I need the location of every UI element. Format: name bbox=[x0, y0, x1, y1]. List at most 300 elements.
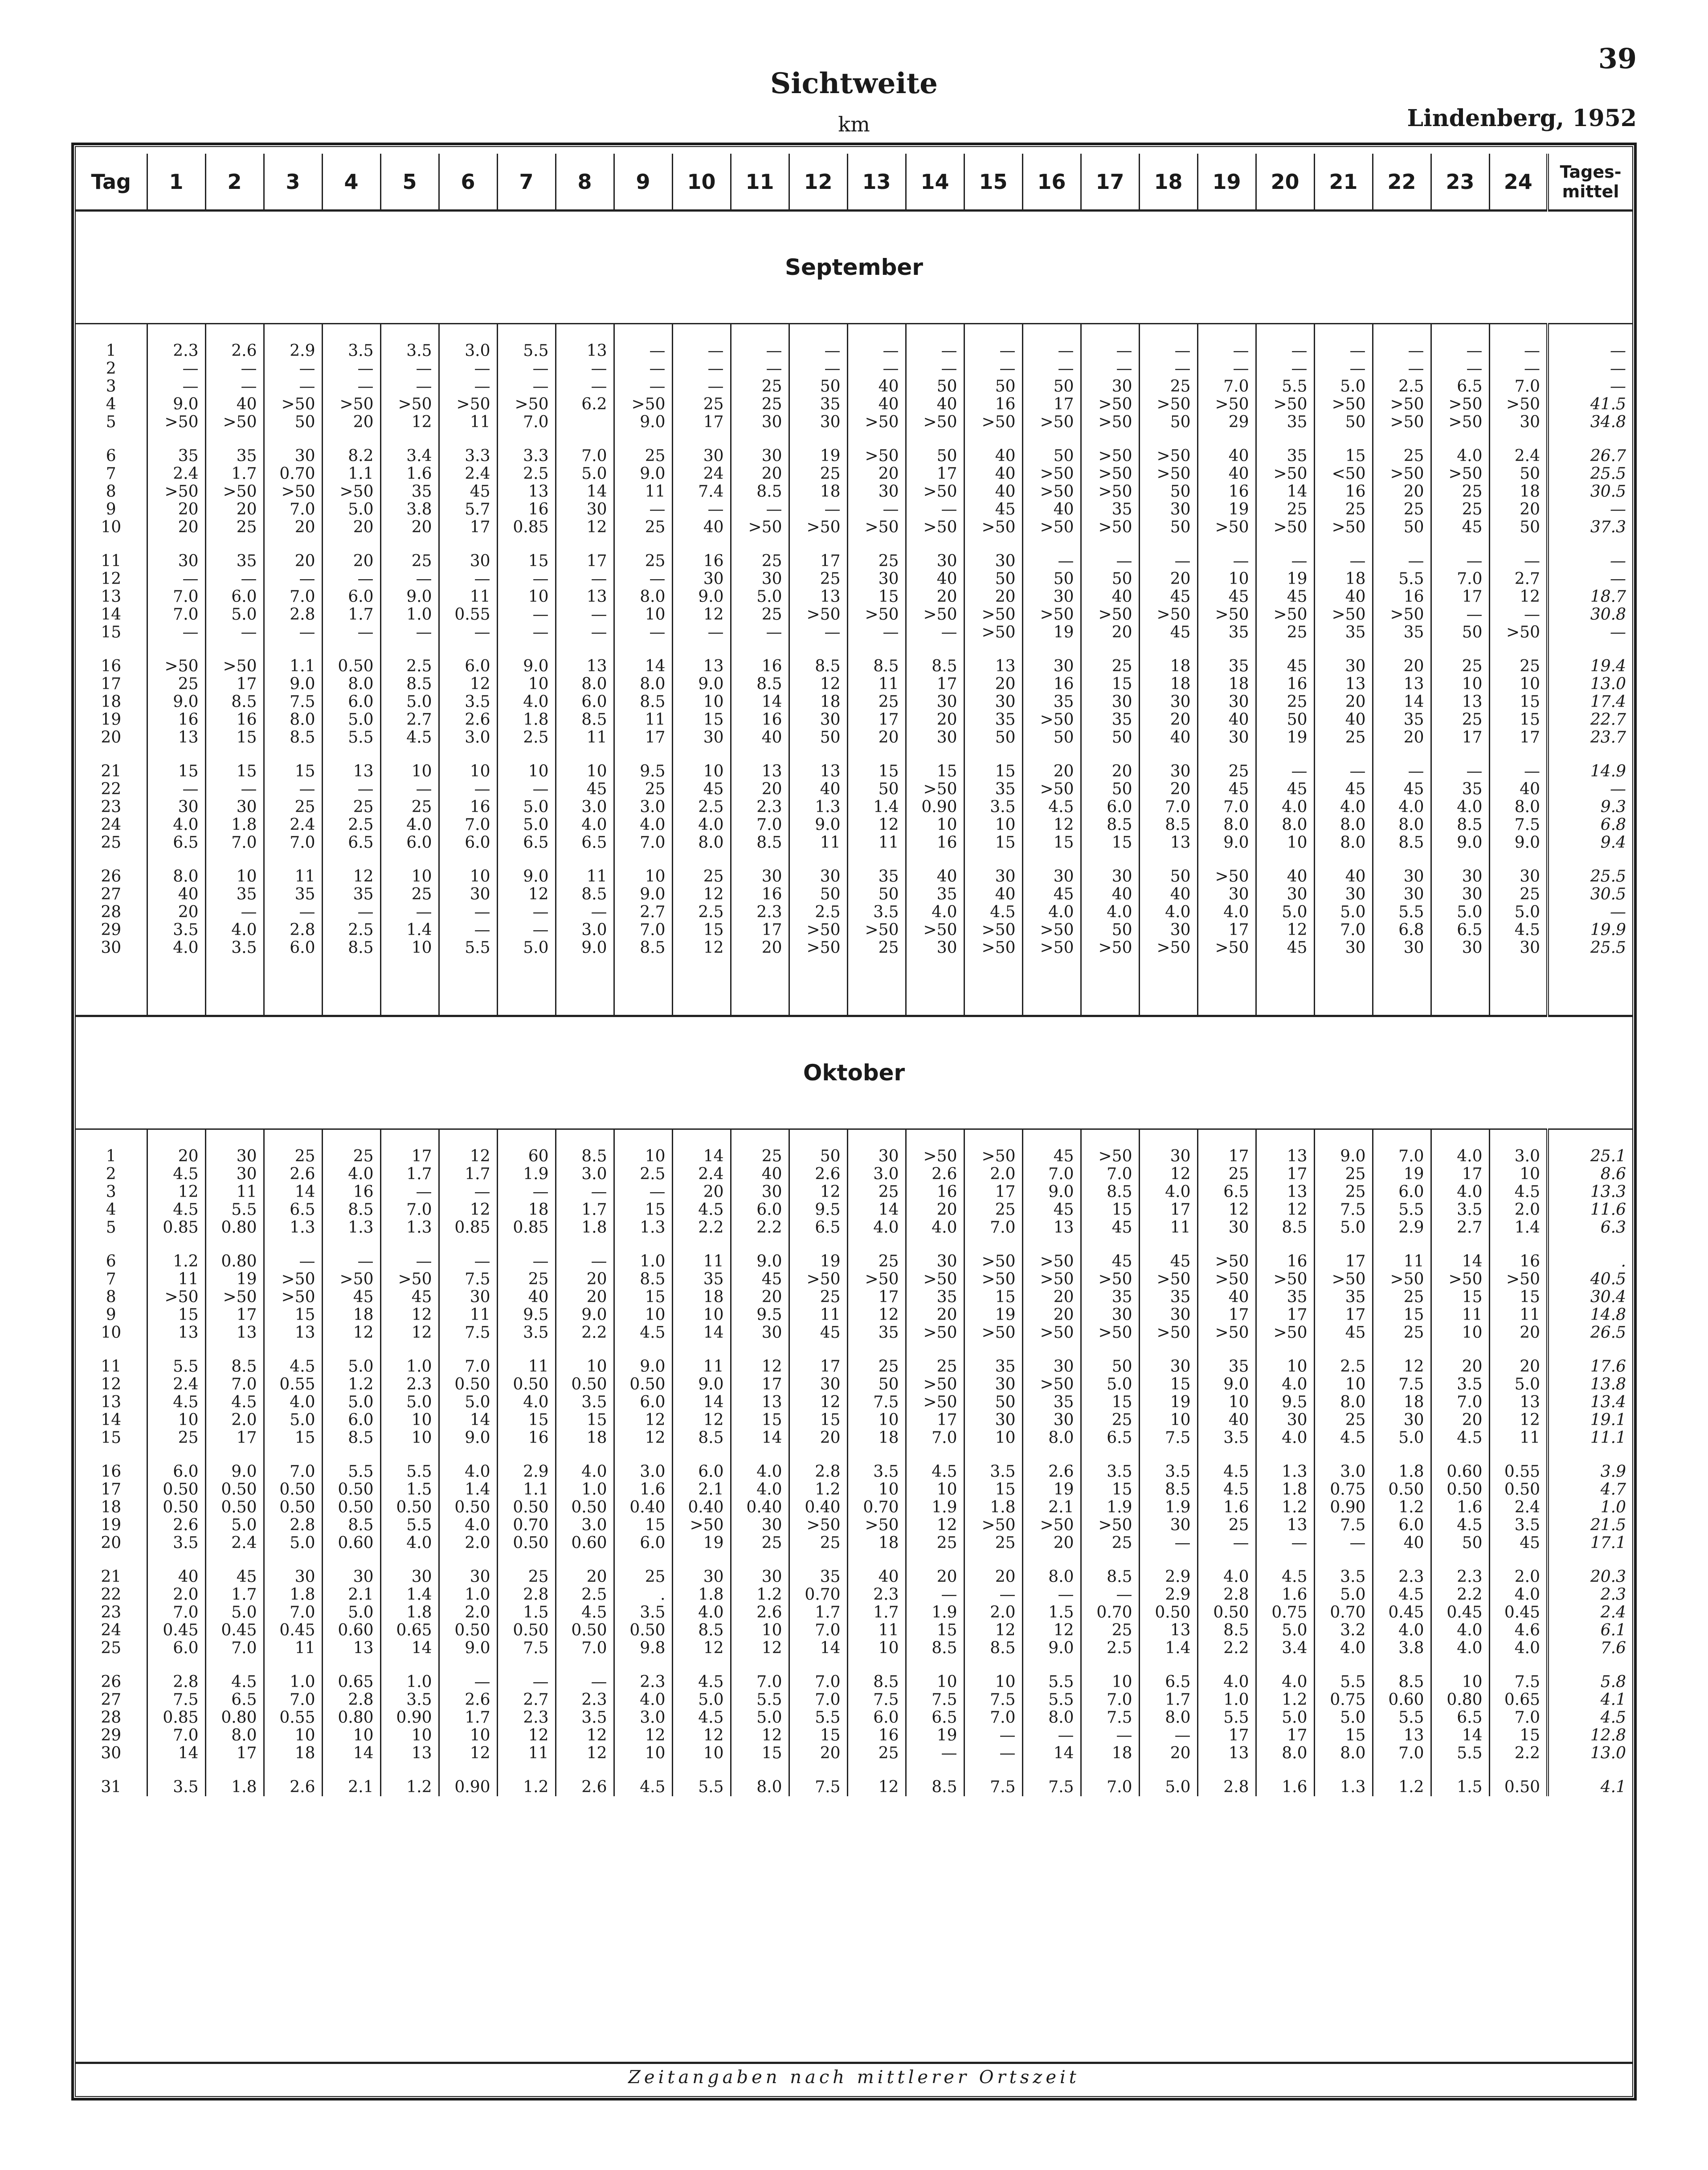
visibility-value: 35 bbox=[1022, 1394, 1081, 1411]
visibility-value: 2.9 bbox=[497, 1463, 556, 1481]
visibility-value: 25 bbox=[264, 1148, 322, 1165]
spacer-cell bbox=[380, 1342, 439, 1358]
visibility-value: 20 bbox=[847, 729, 906, 747]
visibility-value: 50 bbox=[1081, 781, 1139, 798]
visibility-value: 2.3 bbox=[497, 1709, 556, 1727]
visibility-value: 40 bbox=[147, 886, 205, 903]
visibility-value: 0.90 bbox=[380, 1709, 439, 1727]
spacer-cell bbox=[1373, 1342, 1431, 1358]
day-number: 6 bbox=[106, 1253, 116, 1271]
visibility-value: 7.0 bbox=[205, 1639, 264, 1657]
visibility-value: — bbox=[614, 1183, 672, 1201]
visibility-value: 3.8 bbox=[380, 501, 439, 519]
visibility-value: >50 bbox=[205, 483, 264, 501]
visibility-value: 7.0 bbox=[731, 816, 789, 834]
visibility-value: 18 bbox=[789, 483, 847, 501]
visibility-value: — bbox=[847, 624, 906, 642]
table-row bbox=[76, 1376, 1632, 1394]
spacer-cell bbox=[1548, 1762, 1632, 1778]
spacer-cell bbox=[731, 1237, 789, 1253]
visibility-value: 19 bbox=[1256, 729, 1314, 747]
visibility-value: 10 bbox=[847, 1639, 906, 1657]
visibility-value: 40 bbox=[847, 396, 906, 413]
visibility-value: 0.70 bbox=[497, 1516, 556, 1534]
table-row bbox=[76, 342, 1632, 360]
visibility-value: 20 bbox=[731, 939, 789, 957]
visibility-value: >50 bbox=[964, 921, 1022, 939]
visibility-value: 2.4 bbox=[1489, 1499, 1548, 1516]
spacer-cell bbox=[672, 747, 731, 763]
visibility-value: 9.0 bbox=[264, 675, 322, 693]
visibility-value: 30 bbox=[1139, 763, 1197, 781]
visibility-value: 0.90 bbox=[1314, 1499, 1373, 1516]
spacer-cell bbox=[906, 1129, 964, 1148]
visibility-value: 45 bbox=[1256, 939, 1314, 957]
visibility-value: 17 bbox=[847, 711, 906, 729]
table-row bbox=[76, 921, 1632, 939]
spacer-cell bbox=[964, 431, 1022, 447]
visibility-value: 45 bbox=[1197, 781, 1256, 798]
visibility-value: >50 bbox=[1197, 606, 1256, 624]
visibility-value: 1.2 bbox=[147, 1253, 205, 1271]
visibility-value: 4.5 bbox=[205, 1394, 264, 1411]
spacer-cell bbox=[1197, 642, 1256, 658]
visibility-value: 17 bbox=[847, 1288, 906, 1306]
visibility-value: — bbox=[380, 624, 439, 642]
spacer-cell bbox=[1489, 642, 1548, 658]
table-row bbox=[76, 1253, 1632, 1271]
visibility-value: 8.0 bbox=[614, 675, 672, 693]
spacer-cell bbox=[1022, 431, 1081, 447]
day-number: 17 bbox=[101, 1481, 122, 1499]
visibility-value: 11 bbox=[264, 868, 322, 886]
day-number: 20 bbox=[101, 1534, 122, 1552]
visibility-value: 5.0 bbox=[1373, 1429, 1431, 1447]
daily-mean-value: 40.5 bbox=[1548, 1271, 1632, 1288]
spacer-cell bbox=[1197, 431, 1256, 447]
visibility-value: 4.0 bbox=[731, 1481, 789, 1499]
visibility-value: — bbox=[1139, 1534, 1197, 1552]
visibility-value: 12 bbox=[672, 886, 731, 903]
visibility-value: 8.5 bbox=[614, 939, 672, 957]
visibility-value: 7.0 bbox=[1197, 378, 1256, 396]
visibility-value: 13 bbox=[731, 763, 789, 781]
visibility-value: 1.4 bbox=[380, 921, 439, 939]
spacer-cell bbox=[1139, 536, 1197, 552]
visibility-value: 8.5 bbox=[672, 1622, 731, 1639]
visibility-value: 8.5 bbox=[205, 693, 264, 711]
visibility-value: 20 bbox=[264, 552, 322, 570]
visibility-value: 25 bbox=[614, 781, 672, 798]
spacer-cell bbox=[672, 852, 731, 868]
visibility-value: 14 bbox=[672, 1148, 731, 1165]
visibility-value: 0.45 bbox=[205, 1622, 264, 1639]
visibility-value: 0.55 bbox=[264, 1376, 322, 1394]
visibility-value: 25 bbox=[1081, 1411, 1139, 1429]
spacer-cell bbox=[439, 747, 497, 763]
visibility-value: 25 bbox=[1431, 501, 1489, 519]
table-row bbox=[76, 1586, 1632, 1604]
visibility-value: 15 bbox=[1373, 1306, 1431, 1324]
visibility-value: 20 bbox=[789, 1745, 847, 1762]
spacer-cell bbox=[205, 324, 264, 343]
visibility-value: 4.5 bbox=[964, 903, 1022, 921]
visibility-value: 14 bbox=[380, 1639, 439, 1657]
spacer-cell bbox=[380, 324, 439, 343]
visibility-value: 13 bbox=[556, 342, 614, 360]
spacer-cell bbox=[497, 1762, 556, 1778]
visibility-value: 18 bbox=[1373, 1394, 1431, 1411]
visibility-value: 7.0 bbox=[1489, 378, 1548, 396]
visibility-value: 7.0 bbox=[1373, 1148, 1431, 1165]
spacer-cell bbox=[497, 747, 556, 763]
visibility-value: 30 bbox=[906, 729, 964, 747]
visibility-value: 30 bbox=[439, 1568, 497, 1586]
spacer-cell bbox=[1548, 431, 1632, 447]
spacer-cell bbox=[1081, 1657, 1139, 1673]
spacer-cell bbox=[1256, 431, 1314, 447]
daily-mean-value: — bbox=[1548, 552, 1632, 570]
visibility-value: 30 bbox=[556, 501, 614, 519]
spacer-cell bbox=[1431, 1342, 1489, 1358]
visibility-value: 8.0 bbox=[1197, 816, 1256, 834]
spacer-cell bbox=[1373, 957, 1431, 1016]
spacer-cell bbox=[614, 747, 672, 763]
visibility-value: >50 bbox=[205, 1288, 264, 1306]
table-row bbox=[76, 396, 1632, 413]
spacer-cell bbox=[497, 957, 556, 1016]
spacer-cell bbox=[1139, 1552, 1197, 1568]
visibility-value: >50 bbox=[1139, 1271, 1197, 1288]
visibility-value: 1.2 bbox=[497, 1778, 556, 1796]
visibility-value: >50 bbox=[906, 483, 964, 501]
visibility-value: 17 bbox=[1314, 1253, 1373, 1271]
visibility-value: 20 bbox=[205, 501, 264, 519]
visibility-value: 11 bbox=[789, 1306, 847, 1324]
visibility-value: — bbox=[906, 342, 964, 360]
visibility-value: 15 bbox=[205, 763, 264, 781]
visibility-value: 0.80 bbox=[205, 1219, 264, 1237]
visibility-value: 20 bbox=[1139, 1745, 1197, 1762]
visibility-value: 2.9 bbox=[1373, 1219, 1431, 1237]
hour-column-header: 10 bbox=[672, 154, 731, 211]
visibility-value: 11 bbox=[497, 1358, 556, 1376]
visibility-value: 10 bbox=[439, 1727, 497, 1745]
spacer-cell bbox=[906, 852, 964, 868]
visibility-value: >50 bbox=[1022, 1271, 1081, 1288]
spacer-cell bbox=[556, 431, 614, 447]
visibility-value: — bbox=[1314, 763, 1373, 781]
spacer-cell bbox=[76, 1447, 147, 1463]
visibility-value: — bbox=[439, 1253, 497, 1271]
visibility-value: 30 bbox=[789, 1376, 847, 1394]
spacer-cell bbox=[1431, 1237, 1489, 1253]
spacer-cell bbox=[1373, 642, 1431, 658]
visibility-value: 1.5 bbox=[380, 1481, 439, 1499]
visibility-value: 8.2 bbox=[322, 447, 380, 465]
visibility-value: 25 bbox=[1197, 1516, 1256, 1534]
visibility-value: 0.75 bbox=[1314, 1691, 1373, 1709]
day-number: 2 bbox=[106, 360, 116, 378]
visibility-value: 15 bbox=[1022, 834, 1081, 852]
visibility-value: >50 bbox=[789, 939, 847, 957]
day-number: 11 bbox=[101, 1358, 122, 1376]
visibility-value: 3.5 bbox=[1197, 1429, 1256, 1447]
visibility-value: — bbox=[1197, 1534, 1256, 1552]
visibility-value: >50 bbox=[614, 396, 672, 413]
visibility-value: 4.5 bbox=[147, 1165, 205, 1183]
visibility-value: 7.0 bbox=[1081, 1778, 1139, 1796]
visibility-value: 35 bbox=[1314, 624, 1373, 642]
visibility-value: 15 bbox=[264, 763, 322, 781]
visibility-value: 45 bbox=[1197, 588, 1256, 606]
spacer-cell bbox=[789, 431, 847, 447]
visibility-value: 3.5 bbox=[147, 1534, 205, 1552]
visibility-value: 50 bbox=[789, 378, 847, 396]
visibility-value: 40 bbox=[964, 483, 1022, 501]
visibility-value: 17 bbox=[1256, 1306, 1314, 1324]
visibility-value: 5.0 bbox=[672, 1691, 731, 1709]
visibility-value: >50 bbox=[906, 921, 964, 939]
visibility-value: 25 bbox=[847, 552, 906, 570]
visibility-value: 25 bbox=[672, 868, 731, 886]
day-number: 8 bbox=[106, 483, 116, 501]
spacer-cell bbox=[731, 1657, 789, 1673]
visibility-value: — bbox=[1081, 342, 1139, 360]
visibility-value: — bbox=[264, 570, 322, 588]
visibility-value: 50 bbox=[1139, 519, 1197, 536]
spacer-cell bbox=[906, 1657, 964, 1673]
visibility-value: 4.0 bbox=[1314, 798, 1373, 816]
visibility-value: 15 bbox=[964, 1481, 1022, 1499]
spacer-cell bbox=[789, 957, 847, 1016]
visibility-value: 4.0 bbox=[1373, 798, 1431, 816]
spacer-cell bbox=[731, 1342, 789, 1358]
visibility-value: 30 bbox=[1081, 378, 1139, 396]
visibility-value: >50 bbox=[789, 1516, 847, 1534]
visibility-value: 7.0 bbox=[964, 1219, 1022, 1237]
visibility-value: 1.7 bbox=[439, 1165, 497, 1183]
spacer-cell bbox=[1489, 324, 1548, 343]
visibility-value: — bbox=[1139, 1727, 1197, 1745]
spacer-cell bbox=[1256, 1237, 1314, 1253]
visibility-value: 1.9 bbox=[906, 1499, 964, 1516]
visibility-value: — bbox=[614, 360, 672, 378]
visibility-value: 40 bbox=[789, 781, 847, 798]
visibility-value: 40 bbox=[1081, 886, 1139, 903]
visibility-value: 7.5 bbox=[1022, 1778, 1081, 1796]
spacer-cell bbox=[731, 324, 789, 343]
table-row bbox=[76, 675, 1632, 693]
visibility-value: — bbox=[322, 1253, 380, 1271]
visibility-value: 10 bbox=[964, 1673, 1022, 1691]
spacer-cell bbox=[1081, 431, 1139, 447]
visibility-value: 40 bbox=[1314, 711, 1373, 729]
spacer-cell bbox=[1314, 1447, 1373, 1463]
visibility-value: 3.5 bbox=[439, 693, 497, 711]
day-number: 24 bbox=[101, 1622, 122, 1639]
station-year: Lindenberg, 1952 bbox=[1407, 105, 1637, 132]
visibility-value: 30 bbox=[1022, 1411, 1081, 1429]
visibility-value: 30 bbox=[964, 552, 1022, 570]
visibility-value: 9.0 bbox=[731, 1253, 789, 1271]
visibility-value: 10 bbox=[380, 763, 439, 781]
visibility-value: 1.8 bbox=[1373, 1463, 1431, 1481]
visibility-value: — bbox=[1139, 552, 1197, 570]
spacer-cell bbox=[76, 536, 147, 552]
visibility-value: >50 bbox=[906, 1376, 964, 1394]
visibility-value: 0.50 bbox=[1431, 1481, 1489, 1499]
visibility-value: 15 bbox=[731, 1745, 789, 1762]
spacer-cell bbox=[1139, 957, 1197, 1016]
day-number: 26 bbox=[101, 868, 122, 886]
visibility-value: — bbox=[614, 501, 672, 519]
visibility-value: 12 bbox=[847, 1778, 906, 1796]
visibility-value: 1.0 bbox=[1197, 1691, 1256, 1709]
spacer-cell bbox=[614, 1237, 672, 1253]
month-top-spacer-row bbox=[76, 324, 1632, 343]
visibility-value: — bbox=[1314, 360, 1373, 378]
visibility-value: 9.0 bbox=[1022, 1639, 1081, 1657]
visibility-value: >50 bbox=[205, 658, 264, 675]
visibility-value: 25 bbox=[847, 1183, 906, 1201]
visibility-value: 10 bbox=[906, 1481, 964, 1499]
visibility-value: — bbox=[264, 360, 322, 378]
hour-column-header: 13 bbox=[847, 154, 906, 211]
spacer-cell bbox=[964, 536, 1022, 552]
visibility-value: 2.0 bbox=[205, 1411, 264, 1429]
day-number: 29 bbox=[101, 1727, 122, 1745]
visibility-value: 15 bbox=[264, 1429, 322, 1447]
visibility-value: 6.0 bbox=[672, 1463, 731, 1481]
visibility-value: — bbox=[1431, 552, 1489, 570]
visibility-value: >50 bbox=[1081, 1516, 1139, 1534]
visibility-value: 5.0 bbox=[322, 1358, 380, 1376]
spacer-cell bbox=[76, 852, 147, 868]
visibility-value: 20 bbox=[1373, 729, 1431, 747]
visibility-value: 1.4 bbox=[1139, 1639, 1197, 1657]
visibility-value: 17 bbox=[672, 413, 731, 431]
spacer-cell bbox=[1489, 957, 1548, 1016]
visibility-value: — bbox=[439, 903, 497, 921]
visibility-value: 5.5 bbox=[1197, 1709, 1256, 1727]
visibility-value: 45 bbox=[1256, 658, 1314, 675]
visibility-value: 14 bbox=[847, 1201, 906, 1219]
visibility-value: 17 bbox=[205, 1429, 264, 1447]
visibility-value: 30 bbox=[1081, 1306, 1139, 1324]
visibility-value: 16 bbox=[205, 711, 264, 729]
daily-mean-value: 9.4 bbox=[1548, 834, 1632, 852]
spacer-cell bbox=[322, 1762, 380, 1778]
spacer-cell bbox=[1256, 324, 1314, 343]
visibility-value: 7.5 bbox=[147, 1691, 205, 1709]
visibility-value: — bbox=[497, 378, 556, 396]
visibility-value: 25 bbox=[497, 1568, 556, 1586]
visibility-value: 12 bbox=[1022, 1622, 1081, 1639]
visibility-value: 45 bbox=[1256, 781, 1314, 798]
visibility-value: 7.5 bbox=[1489, 816, 1548, 834]
spacer-cell bbox=[76, 324, 147, 343]
visibility-value: 12 bbox=[1256, 1201, 1314, 1219]
visibility-value: >50 bbox=[964, 519, 1022, 536]
spacer-cell bbox=[1139, 642, 1197, 658]
spacer-cell bbox=[672, 536, 731, 552]
visibility-value: 20 bbox=[731, 465, 789, 483]
table-row bbox=[76, 1463, 1632, 1481]
hour-column-header: 24 bbox=[1489, 154, 1548, 211]
visibility-value: 35 bbox=[1197, 658, 1256, 675]
visibility-value: >50 bbox=[1081, 1324, 1139, 1342]
visibility-value: 16 bbox=[1489, 1253, 1548, 1271]
visibility-value: 40 bbox=[1022, 501, 1081, 519]
visibility-value: 6.0 bbox=[1081, 798, 1139, 816]
spacer-cell bbox=[264, 1342, 322, 1358]
visibility-value: 0.60 bbox=[556, 1534, 614, 1552]
table-row bbox=[76, 1358, 1632, 1376]
daily-mean-value: 11.1 bbox=[1548, 1429, 1632, 1447]
visibility-value: 2.2 bbox=[731, 1219, 789, 1237]
visibility-value: 1.8 bbox=[497, 711, 556, 729]
visibility-value: 12 bbox=[789, 1394, 847, 1411]
table-row bbox=[76, 606, 1632, 624]
spacer-cell bbox=[1256, 642, 1314, 658]
visibility-value: 35 bbox=[789, 396, 847, 413]
visibility-value: 3.0 bbox=[556, 798, 614, 816]
spacer-cell bbox=[1373, 324, 1431, 343]
spacer-cell bbox=[1489, 852, 1548, 868]
visibility-value: 5.5 bbox=[1431, 1745, 1489, 1762]
visibility-value: — bbox=[789, 360, 847, 378]
visibility-value: 2.2 bbox=[1489, 1745, 1548, 1762]
visibility-value: 20 bbox=[322, 519, 380, 536]
spacer-cell bbox=[1489, 747, 1548, 763]
visibility-value: 3.5 bbox=[614, 1604, 672, 1622]
visibility-value: 25 bbox=[1256, 501, 1314, 519]
visibility-value: 17 bbox=[1197, 1148, 1256, 1165]
visibility-value: 4.5 bbox=[1431, 1429, 1489, 1447]
table-row bbox=[76, 693, 1632, 711]
table-row bbox=[76, 1673, 1632, 1691]
spacer-cell bbox=[1256, 1447, 1314, 1463]
visibility-value: 4.5 bbox=[1373, 1586, 1431, 1604]
spacer-cell bbox=[1314, 1129, 1373, 1148]
visibility-value: >50 bbox=[964, 1324, 1022, 1342]
day-group-gap bbox=[76, 747, 1632, 763]
spacer-cell bbox=[964, 1342, 1022, 1358]
visibility-value: 5.5 bbox=[1256, 378, 1314, 396]
footer-note: Zeitangaben nach mittlerer Ortszeit bbox=[628, 2067, 1080, 2088]
visibility-value: >50 bbox=[322, 1271, 380, 1288]
visibility-value: 2.2 bbox=[672, 1219, 731, 1237]
visibility-value: 2.3 bbox=[731, 903, 789, 921]
visibility-value: 4.5 bbox=[906, 1463, 964, 1481]
visibility-value: 5.0 bbox=[380, 693, 439, 711]
daily-mean-value: 13.3 bbox=[1548, 1183, 1632, 1201]
spacer-cell bbox=[1081, 957, 1139, 1016]
visibility-value: 2.3 bbox=[847, 1586, 906, 1604]
visibility-value: 40 bbox=[497, 1288, 556, 1306]
visibility-value: 0.40 bbox=[614, 1499, 672, 1516]
visibility-value: 1.7 bbox=[556, 1201, 614, 1219]
visibility-value: — bbox=[264, 781, 322, 798]
visibility-value: 4.5 bbox=[556, 1604, 614, 1622]
spacer-cell bbox=[556, 1447, 614, 1463]
table-row bbox=[76, 1568, 1632, 1586]
day-number: 7 bbox=[106, 1271, 116, 1288]
visibility-value: 2.1 bbox=[322, 1778, 380, 1796]
visibility-value: 30 bbox=[205, 1148, 264, 1165]
visibility-value: 3.0 bbox=[439, 729, 497, 747]
